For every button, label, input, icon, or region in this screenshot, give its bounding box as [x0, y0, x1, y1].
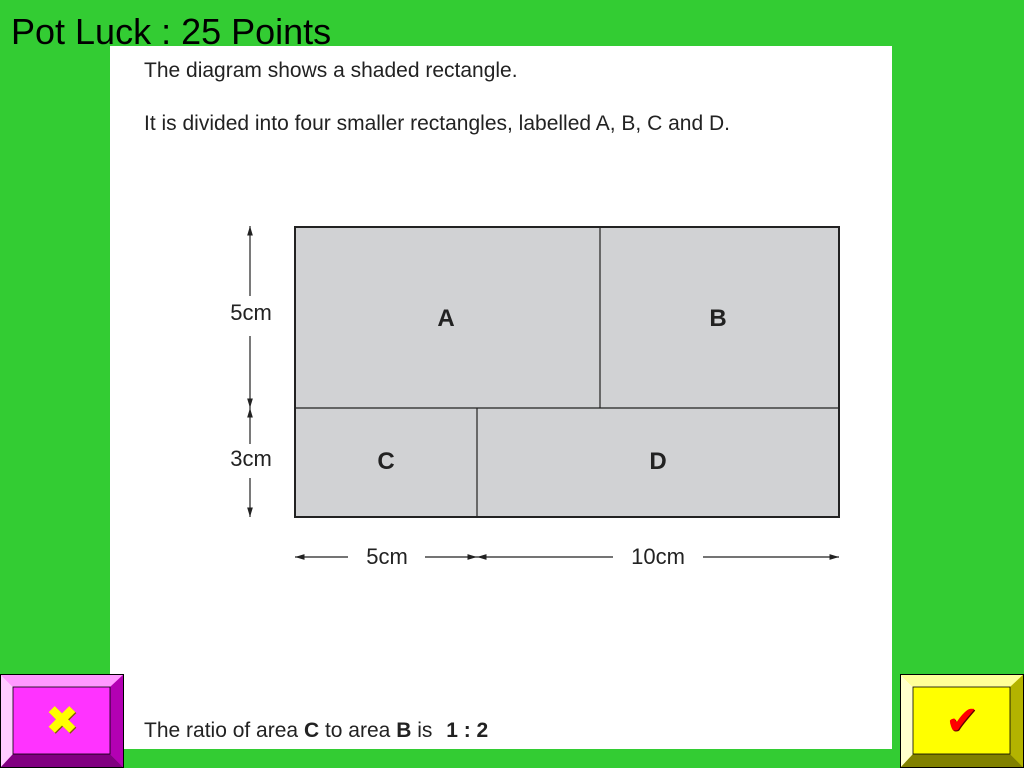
wrong-answer-button[interactable] — [0, 674, 124, 768]
answer-middle: to area — [324, 719, 391, 742]
region-label-d: D — [649, 448, 667, 475]
right-answer-button[interactable] — [900, 674, 1024, 768]
answer-ratio: 1 : 2 — [446, 719, 489, 742]
dim-label-width-right: 10cm — [631, 544, 685, 569]
cross-icon: ✖ — [45, 698, 79, 744]
region-label-a: A — [437, 305, 455, 332]
answer-suffix: is — [417, 719, 433, 742]
dim-label-width-left: 5cm — [366, 544, 408, 569]
check-icon: ✔ — [945, 698, 979, 744]
question-line-2: It is divided into four smaller rectangles, labelled A, B, C and D. — [144, 112, 730, 135]
question-card — [110, 46, 892, 749]
question-line-1: The diagram shows a shaded rectangle. — [144, 59, 518, 82]
answer-area-2: B — [396, 719, 412, 742]
slide-title: Pot Luck : 25 Points — [11, 11, 332, 52]
dim-label-height-top: 5cm — [230, 300, 272, 325]
region-label-c: C — [377, 448, 395, 475]
answer-text — [144, 718, 488, 744]
rectangle-diagram — [110, 46, 892, 606]
dim-label-height-bottom: 3cm — [230, 446, 272, 471]
answer-prefix: The ratio of area — [144, 719, 299, 742]
region-label-b: B — [709, 305, 727, 332]
answer-area-1: C — [303, 719, 320, 742]
